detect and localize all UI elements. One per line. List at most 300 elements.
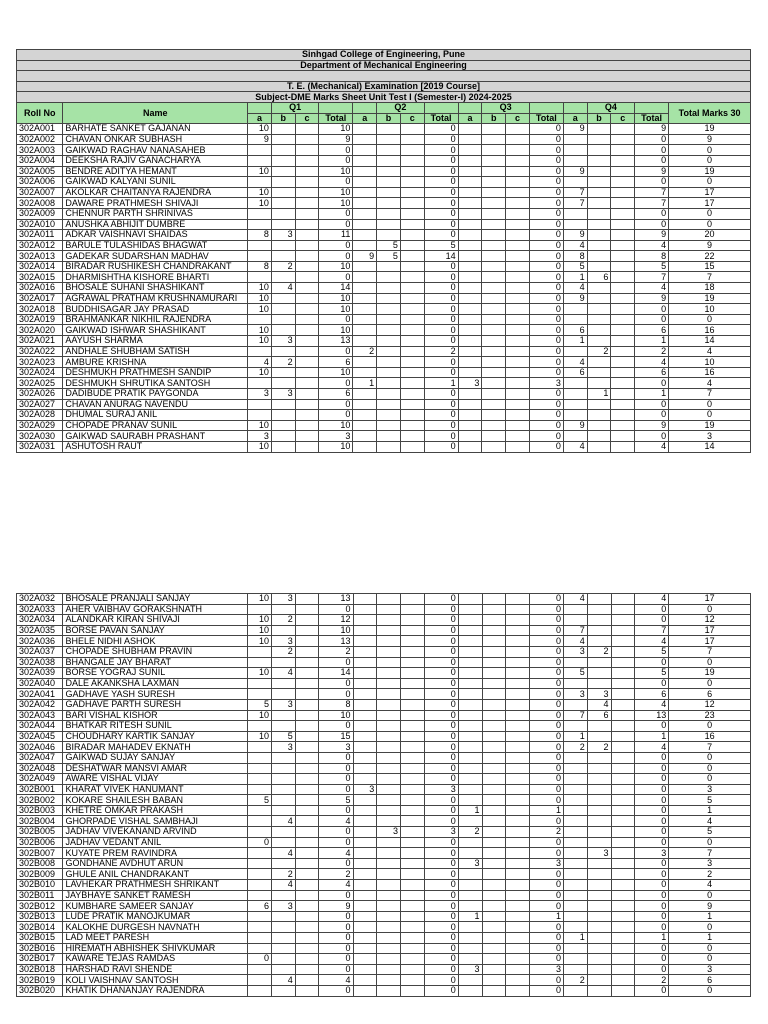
q4-total-cell: 0: [635, 678, 669, 689]
q3-total-cell: 0: [529, 689, 563, 700]
q3-c-cell: [506, 890, 530, 901]
q1-c-cell: [295, 699, 319, 710]
name-cell: KOKARE SHAILESH BABAN: [63, 795, 248, 806]
table-row: [17, 594, 751, 605]
q4-b-cell: [587, 827, 611, 838]
q2-a-cell: 3: [353, 784, 377, 795]
name-cell: CHENNUR PARTH SHRINIVAS: [63, 208, 248, 219]
q3-total-cell: 0: [529, 325, 563, 336]
q1-total-cell: 14: [319, 668, 353, 679]
q1-c-cell: [295, 166, 319, 177]
q4-b-cell: [587, 901, 611, 912]
table-row: [17, 251, 751, 262]
q2-b-cell: [377, 975, 401, 986]
q3-b-cell: [482, 314, 506, 325]
q2-total-cell: 0: [424, 805, 458, 816]
q4-a-cell: [563, 155, 587, 166]
q1-b-cell: [271, 251, 295, 262]
table-row: [17, 625, 751, 636]
header-blank: [319, 102, 353, 113]
q1-total-cell: 8: [319, 699, 353, 710]
total-marks-cell: 19: [669, 124, 751, 135]
q2-b-cell: [377, 155, 401, 166]
q3-total-cell: 0: [529, 251, 563, 262]
table-row: [17, 721, 751, 732]
q4-c-cell: [611, 219, 635, 230]
q2-total-cell: 3: [424, 827, 458, 838]
q1-a-cell: [248, 922, 272, 933]
q4-b-cell: [587, 678, 611, 689]
q1-a-cell: [248, 646, 272, 657]
q3-total-cell: 0: [529, 604, 563, 615]
q3-c-cell: [506, 858, 530, 869]
q3-total-cell: 0: [529, 177, 563, 188]
q3-b-cell: [482, 848, 506, 859]
name-cell: LAD MEET PARESH: [63, 933, 248, 944]
q3-c-cell: [506, 367, 530, 378]
q3-c-cell: [506, 837, 530, 848]
q2-a-cell: 1: [353, 378, 377, 389]
q1-total-cell: 0: [319, 784, 353, 795]
q3-c-cell: [506, 198, 530, 209]
q2-a-cell: [353, 134, 377, 145]
q4-a-cell: [563, 378, 587, 389]
q1-c-cell: [295, 145, 319, 156]
q4-c-cell: [611, 742, 635, 753]
name-cell: LUDE PRATIK MANOJKUMAR: [63, 911, 248, 922]
table-row: [17, 933, 751, 944]
header-q2: Q2: [377, 102, 424, 113]
q3-total-cell: 0: [529, 954, 563, 965]
q1-total-cell: 0: [319, 827, 353, 838]
name-cell: KOLI VAISHNAV SANTOSH: [63, 975, 248, 986]
header-a: a: [458, 113, 482, 124]
q3-c-cell: [506, 636, 530, 647]
q4-total-cell: 0: [635, 954, 669, 965]
q4-total-cell: 0: [635, 943, 669, 954]
q1-c-cell: [295, 261, 319, 272]
q3-total-cell: 0: [529, 261, 563, 272]
q1-total-cell: 0: [319, 933, 353, 944]
q3-a-cell: [458, 124, 482, 135]
q2-a-cell: [353, 293, 377, 304]
q1-a-cell: 10: [248, 166, 272, 177]
q3-total-cell: 0: [529, 420, 563, 431]
q2-total-cell: 0: [424, 325, 458, 336]
name-cell: BHOSALE PRANJALI SANJAY: [63, 594, 248, 605]
q1-a-cell: 10: [248, 594, 272, 605]
q3-c-cell: [506, 943, 530, 954]
table-row: [17, 357, 751, 368]
q2-a-cell: [353, 230, 377, 241]
q4-b-cell: 3: [587, 848, 611, 859]
q2-b-cell: [377, 911, 401, 922]
q3-total-cell: 3: [529, 964, 563, 975]
q2-c-cell: [400, 837, 424, 848]
q1-c-cell: [295, 615, 319, 626]
q2-c-cell: [400, 699, 424, 710]
q2-a-cell: [353, 219, 377, 230]
q2-c-cell: [400, 752, 424, 763]
q3-c-cell: [506, 848, 530, 859]
q4-c-cell: [611, 261, 635, 272]
q4-a-cell: [564, 721, 588, 732]
q2-total-cell: 0: [424, 678, 458, 689]
total-marks-cell: 7: [669, 742, 751, 753]
q1-c-cell: [295, 975, 319, 986]
q1-total-cell: 0: [319, 858, 353, 869]
q4-total-cell: 0: [635, 604, 669, 615]
q1-b-cell: 3: [271, 230, 295, 241]
q1-b-cell: 4: [271, 975, 295, 986]
q3-a-cell: [458, 625, 482, 636]
q4-a-cell: 4: [564, 636, 588, 647]
q3-b-cell: [482, 657, 506, 668]
table-row: [17, 964, 751, 975]
roll-no-cell: 302A004: [17, 155, 63, 166]
name-cell: HARSHAD RAVI SHENDE: [63, 964, 248, 975]
q3-a-cell: [458, 615, 482, 626]
q3-b-cell: [482, 177, 506, 188]
total-marks-cell: 0: [669, 922, 751, 933]
q2-b-cell: [377, 420, 401, 431]
q1-c-cell: [295, 710, 319, 721]
q1-total-cell: 0: [319, 964, 353, 975]
q4-a-cell: [564, 837, 588, 848]
q3-total-cell: 0: [529, 763, 563, 774]
q2-a-cell: [353, 336, 377, 347]
q1-a-cell: [248, 911, 272, 922]
total-marks-cell: 9: [669, 901, 751, 912]
roll-no-cell: 302A002: [17, 134, 63, 145]
q1-b-cell: [271, 890, 295, 901]
q1-c-cell: [295, 304, 319, 315]
q4-b-cell: [587, 283, 611, 294]
q3-b-cell: [482, 678, 506, 689]
q1-a-cell: 10: [248, 615, 272, 626]
q1-a-cell: 10: [248, 283, 272, 294]
q3-b-cell: [482, 933, 506, 944]
q1-c-cell: [295, 625, 319, 636]
q1-total-cell: 0: [319, 774, 353, 785]
q2-c-cell: [400, 890, 424, 901]
q4-total-cell: 9: [635, 166, 669, 177]
q3-total-cell: 0: [529, 710, 563, 721]
q3-b-cell: [482, 901, 506, 912]
q4-c-cell: [611, 689, 635, 700]
table-row: [17, 837, 751, 848]
q4-total-cell: 0: [635, 145, 669, 156]
q1-total-cell: 0: [319, 314, 353, 325]
q1-b-cell: [271, 124, 295, 135]
q1-a-cell: [248, 848, 272, 859]
table-row: [17, 272, 751, 283]
q1-b-cell: 3: [271, 336, 295, 347]
q4-a-cell: [563, 431, 587, 442]
q1-total-cell: 12: [319, 615, 353, 626]
q3-b-cell: [482, 625, 506, 636]
q2-c-cell: [400, 134, 424, 145]
q3-b-cell: [482, 441, 506, 452]
name-cell: BARI VISHAL KISHOR: [63, 710, 248, 721]
name-cell: BARULE TULASHIDAS BHAGWAT: [63, 240, 248, 251]
q4-total-cell: 1: [635, 933, 669, 944]
q1-a-cell: 10: [248, 124, 272, 135]
q1-total-cell: 0: [319, 657, 353, 668]
q3-a-cell: [458, 261, 482, 272]
q1-total-cell: 0: [319, 399, 353, 410]
q2-total-cell: 0: [424, 668, 458, 679]
q3-b-cell: [482, 858, 506, 869]
q3-a-cell: [458, 985, 482, 996]
total-marks-cell: 4: [669, 346, 751, 357]
q1-b-cell: [271, 272, 295, 283]
total-marks-cell: 18: [669, 283, 751, 294]
q4-total-cell: 1: [635, 731, 669, 742]
q3-c-cell: [506, 774, 530, 785]
q3-total-cell: 0: [529, 933, 563, 944]
q1-b-cell: [271, 166, 295, 177]
q1-a-cell: [248, 604, 272, 615]
q3-a-cell: [458, 177, 482, 188]
q3-c-cell: [506, 357, 530, 368]
roll-no-cell: 302A010: [17, 219, 63, 230]
q4-a-cell: [563, 208, 587, 219]
q2-b-cell: [377, 272, 401, 283]
q4-a-cell: 7: [564, 710, 588, 721]
q1-b-cell: [271, 431, 295, 442]
q3-c-cell: [506, 742, 530, 753]
header-c: c: [400, 113, 424, 124]
q1-c-cell: [295, 336, 319, 347]
header-q3: Q3: [482, 102, 529, 113]
q4-total-cell: 0: [635, 901, 669, 912]
name-cell: GAIKWAD KALYANI SUNIL: [63, 177, 248, 188]
table-row: [17, 668, 751, 679]
table-row: [17, 975, 751, 986]
q4-a-cell: [564, 752, 588, 763]
q1-total-cell: 10: [319, 166, 353, 177]
q1-total-cell: 4: [319, 816, 353, 827]
q1-total-cell: 0: [319, 689, 353, 700]
q2-c-cell: [400, 378, 424, 389]
q3-b-cell: [482, 816, 506, 827]
q2-total-cell: 0: [424, 261, 458, 272]
q1-total-cell: 3: [319, 742, 353, 753]
q1-b-cell: 3: [271, 699, 295, 710]
q2-total-cell: 0: [424, 689, 458, 700]
q4-c-cell: [611, 985, 635, 996]
q4-c-cell: [611, 880, 635, 891]
q3-total-cell: 0: [529, 304, 563, 315]
q3-a-cell: [458, 922, 482, 933]
roll-no-cell: 302B013: [17, 911, 63, 922]
q2-a-cell: [353, 763, 377, 774]
q3-a-cell: [458, 357, 482, 368]
q3-b-cell: [482, 240, 506, 251]
q1-c-cell: [295, 880, 319, 891]
roll-no-cell: 302A013: [17, 251, 63, 262]
q3-a-cell: [458, 594, 482, 605]
q2-total-cell: 0: [424, 710, 458, 721]
q1-c-cell: [295, 410, 319, 421]
q1-total-cell: 0: [319, 208, 353, 219]
total-marks-cell: 7: [669, 646, 751, 657]
q1-total-cell: 0: [319, 985, 353, 996]
q3-c-cell: [506, 657, 530, 668]
q1-total-cell: 13: [319, 336, 353, 347]
q1-b-cell: [271, 784, 295, 795]
table-row: [17, 293, 751, 304]
q4-c-cell: [611, 208, 635, 219]
q2-c-cell: [400, 604, 424, 615]
q1-a-cell: 10: [248, 420, 272, 431]
header-c: c: [295, 113, 319, 124]
name-cell: BORSE YOGRAJ SUNIL: [63, 668, 248, 679]
q2-total-cell: 0: [424, 166, 458, 177]
q4-a-cell: 2: [564, 975, 588, 986]
name-cell: KHETRE OMKAR PRAKASH: [63, 805, 248, 816]
q3-c-cell: [506, 985, 530, 996]
q4-total-cell: 4: [635, 636, 669, 647]
q4-c-cell: [611, 604, 635, 615]
q4-a-cell: 2: [564, 742, 588, 753]
q1-a-cell: [248, 399, 272, 410]
q3-b-cell: [482, 837, 506, 848]
q4-total-cell: 0: [635, 922, 669, 933]
q3-c-cell: [506, 805, 530, 816]
header-blank: [635, 102, 669, 113]
q4-total-cell: 0: [635, 304, 669, 315]
q1-total-cell: 0: [319, 604, 353, 615]
name-cell: GADEKAR SUDARSHAN MADHAV: [63, 251, 248, 262]
q3-b-cell: [482, 399, 506, 410]
total-marks-cell: 0: [669, 985, 751, 996]
q3-b-cell: [482, 325, 506, 336]
roll-no-cell: 302A035: [17, 625, 63, 636]
total-marks-cell: 17: [669, 625, 751, 636]
q1-b-cell: [271, 625, 295, 636]
q2-a-cell: [353, 985, 377, 996]
q2-a-cell: [353, 848, 377, 859]
q4-total-cell: 0: [635, 795, 669, 806]
header-c: c: [611, 113, 635, 124]
q4-total-cell: 0: [635, 784, 669, 795]
q4-a-cell: 4: [563, 283, 587, 294]
q2-c-cell: [400, 145, 424, 156]
q1-a-cell: [248, 219, 272, 230]
q1-a-cell: [248, 742, 272, 753]
table-row: [17, 954, 751, 965]
q4-b-cell: [587, 155, 611, 166]
q3-a-cell: [458, 943, 482, 954]
q4-c-cell: [611, 134, 635, 145]
q4-b-cell: [587, 922, 611, 933]
q1-a-cell: [248, 964, 272, 975]
q1-b-cell: [271, 689, 295, 700]
q1-total-cell: 9: [319, 901, 353, 912]
q2-a-cell: 9: [353, 251, 377, 262]
roll-no-cell: 302A023: [17, 357, 63, 368]
q3-b-cell: [482, 378, 506, 389]
q1-a-cell: [248, 208, 272, 219]
total-marks-cell: 6: [669, 975, 751, 986]
q2-b-cell: [377, 261, 401, 272]
q2-a-cell: [353, 240, 377, 251]
q2-b-cell: [377, 646, 401, 657]
total-marks-cell: 23: [669, 710, 751, 721]
q4-a-cell: [563, 314, 587, 325]
q2-c-cell: [400, 774, 424, 785]
q1-c-cell: [295, 346, 319, 357]
q2-a-cell: [353, 304, 377, 315]
q3-total-cell: 0: [529, 731, 563, 742]
roll-no-cell: 302A031: [17, 441, 63, 452]
roll-no-cell: 302A016: [17, 283, 63, 294]
q1-a-cell: [248, 880, 272, 891]
q2-c-cell: [400, 346, 424, 357]
q1-total-cell: 0: [319, 177, 353, 188]
q3-total-cell: 0: [529, 837, 563, 848]
q4-total-cell: 0: [635, 911, 669, 922]
q3-total-cell: 0: [529, 198, 563, 209]
header-total: Total: [319, 113, 353, 124]
q1-total-cell: 13: [319, 636, 353, 647]
q4-b-cell: [587, 177, 611, 188]
table-row: [17, 240, 751, 251]
q2-a-cell: [353, 636, 377, 647]
q2-c-cell: [400, 367, 424, 378]
q1-b-cell: [271, 774, 295, 785]
q4-b-cell: [587, 763, 611, 774]
q4-b-cell: 4: [587, 699, 611, 710]
q1-a-cell: 5: [248, 699, 272, 710]
q4-c-cell: [611, 943, 635, 954]
q1-c-cell: [295, 657, 319, 668]
q3-c-cell: [506, 731, 530, 742]
q3-a-cell: [458, 240, 482, 251]
table-row: [17, 166, 751, 177]
q3-c-cell: [506, 314, 530, 325]
q4-total-cell: 0: [635, 869, 669, 880]
q2-a-cell: [353, 933, 377, 944]
roll-no-cell: 302A036: [17, 636, 63, 647]
q3-b-cell: [482, 420, 506, 431]
q2-a-cell: [353, 625, 377, 636]
q1-c-cell: [295, 774, 319, 785]
q3-a-cell: [458, 304, 482, 315]
q2-b-cell: [377, 678, 401, 689]
q2-a-cell: [353, 431, 377, 442]
q2-b-cell: [377, 890, 401, 901]
q2-total-cell: 0: [424, 357, 458, 368]
q3-a-cell: [458, 901, 482, 912]
q3-a-cell: [458, 187, 482, 198]
q4-a-cell: 9: [563, 293, 587, 304]
q4-c-cell: [611, 837, 635, 848]
q2-a-cell: [353, 410, 377, 421]
q2-b-cell: [377, 752, 401, 763]
q2-b-cell: [377, 880, 401, 891]
q2-b-cell: [377, 357, 401, 368]
q3-a-cell: [458, 283, 482, 294]
roll-no-cell: 302A037: [17, 646, 63, 657]
table-row: [17, 346, 751, 357]
q4-b-cell: [587, 230, 611, 241]
q2-c-cell: [400, 721, 424, 732]
q4-total-cell: 7: [635, 625, 669, 636]
table-row: [17, 261, 751, 272]
